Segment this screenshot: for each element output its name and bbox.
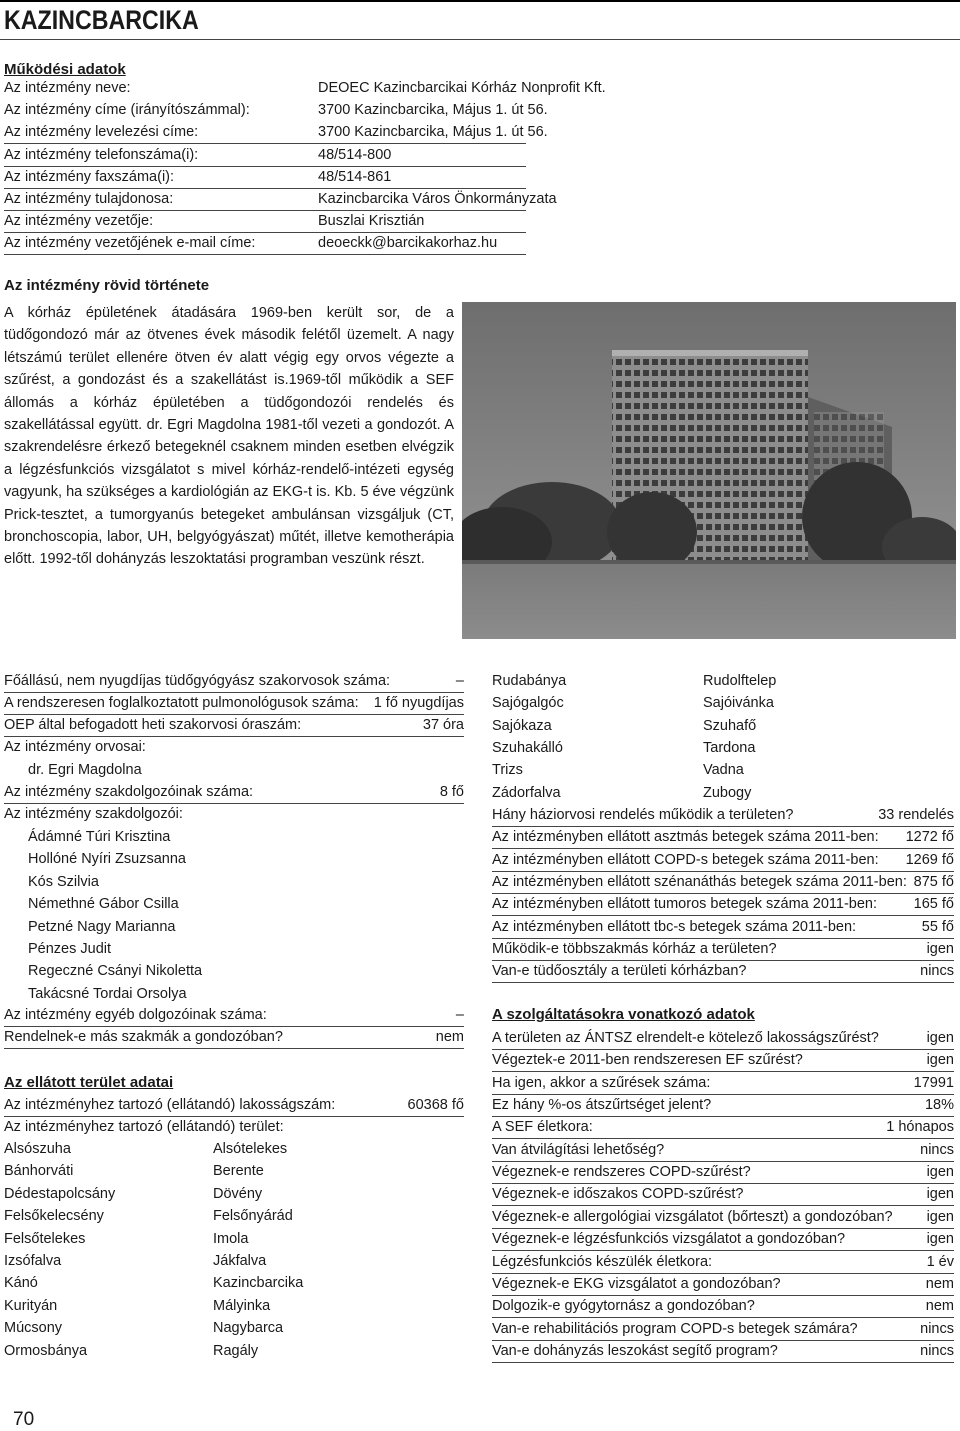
info-value: 48/514-800 [318, 147, 392, 163]
info-row [4, 189, 557, 211]
service-label: Ez hány %-os átszűrtséget jelent? [492, 1097, 712, 1114]
settlement-name: Szuhakálló [492, 739, 563, 756]
nurse-name: Kós Szilvia [28, 873, 99, 890]
settlement-name: Sajókaza [492, 717, 552, 734]
info-value: 3700 Kazincbarcika, Május 1. út 56. [318, 124, 548, 140]
history-heading: Az intézmény rövid története [4, 277, 210, 294]
service-row [492, 1074, 954, 1095]
info-value: Buszlai Krisztián [318, 213, 425, 229]
stat-row [492, 940, 954, 961]
nurse-name: Pénzes Judit [28, 941, 112, 957]
settlement-name: Szuhafő [703, 717, 757, 734]
stat-row [492, 828, 954, 849]
stat-label: Hány háziorvosi rendelés működik a területen? [492, 807, 794, 823]
stat-label: Az intézményben ellátott tumoros betegek száma 2011-ben: [492, 896, 878, 913]
service-label: Van-e rehabilitációs program COPD-s betegek számára? [492, 1320, 858, 1337]
service-label: Végeznek-e időszakos COPD-szűrést? [492, 1186, 744, 1203]
page-title: KAZINCBARCIKA [4, 5, 199, 35]
settlement-name: Kazincbarcika [213, 1275, 304, 1292]
territory-row [4, 1118, 464, 1139]
info-row [4, 100, 548, 122]
stat-label: Működik-e többszakmás kórház a területen? [492, 940, 777, 957]
service-label: Végeztek-e 2011-ben rendszeresen EF szűrést? [492, 1052, 803, 1069]
history-text: A kórház épületének átadására 1969-ben került sor, de a tüdőgondozó már az ötvenes évek második felétől üzemelt. A nagy létszámú terület ellenére ötven év alatt végig egy orvos végezte a szűrést, a gondozást és a szakellátást is.1969-től működik a SEF állomás a kórház épületében a tüdőgondozói rendelés és szakellátással együtt. dr. Egri Magdolna 1981-től vezeti a gondozót. A szakrendelésre érkező betegeknél csaknem minden esetben elvégzik a légzésfunkciós vizsgálatot s mivel kórház-rendelő-intézeti egység vagyunk, ha szükséges a kardiológián az EKG-t is. Kb. 5 éve végzünk Prick-tesztet, a tumorgyanús betegeket ambulánsan vizsgáljuk (CT, bronchoscopia, labor, UH, belgyógyászat) műtét, illetve kemotherápia előtt. 1992-től dohányzás leszoktatási programban veszünk részt. [4, 305, 454, 568]
settlement-name: Zubogy [703, 784, 752, 801]
population-row [4, 1096, 464, 1117]
settlement-name: Nagybarca [213, 1320, 284, 1337]
info-row [4, 122, 548, 144]
settlement-name: Ragály [213, 1342, 259, 1359]
service-label: Végeznek-e rendszeres COPD-szűrést? [492, 1164, 751, 1181]
service-value: igen [926, 1231, 954, 1248]
population-label: Az intézményhez tartozó (ellátandó) lakosságszám: [4, 1097, 336, 1113]
service-row [492, 1342, 954, 1363]
nurse-name: Petzné Nagy Marianna [28, 918, 176, 935]
service-label: Légzésfunkciós készülék életkora: [492, 1253, 713, 1270]
service-row [492, 1297, 954, 1318]
info-row [4, 233, 526, 255]
area-heading: Az ellátott terület adatai [4, 1074, 174, 1091]
staff-row [4, 1006, 464, 1027]
staff-label: Az intézmény szakdolgozói: [4, 806, 183, 822]
stat-row [492, 873, 954, 894]
settlement-name: Berente [213, 1163, 264, 1180]
service-value: 17991 [913, 1074, 954, 1091]
service-row [492, 1230, 954, 1251]
staff-value: nem [435, 1029, 464, 1045]
settlement-name: Dédestapolcsány [4, 1185, 116, 1202]
doctor-name: dr. Egri Magdolna [28, 762, 142, 778]
service-value: 1 év [926, 1253, 954, 1270]
service-value: igen [926, 1164, 954, 1181]
service-row [492, 1141, 954, 1162]
stat-label: Van-e tüdőosztály a területi kórházban? [492, 963, 747, 980]
stat-value: 165 fő [913, 896, 954, 913]
stat-row [492, 851, 954, 872]
service-value: 1 hónapos [886, 1119, 954, 1136]
info-label: Az intézmény faxszáma(i): [4, 169, 175, 185]
population-value: 60368 fő [407, 1097, 464, 1113]
service-label: Dolgozik-e gyógytornász a gondozóban? [492, 1298, 755, 1315]
service-value: igen [926, 1052, 954, 1069]
nurse-name: Regeczné Csányi Nikoletta [28, 963, 203, 980]
service-value: nincs [920, 1320, 954, 1337]
operational-heading: Működési adatok [4, 61, 126, 78]
stat-value: 55 fő [921, 918, 954, 935]
service-row [492, 1320, 954, 1341]
service-label: Végeznek-e EKG vizsgálatot a gondozóban? [492, 1275, 781, 1292]
stat-label: Az intézményben ellátott tbc-s betegek száma 2011-ben: [492, 918, 857, 935]
service-row [492, 1029, 954, 1050]
service-row [492, 1208, 954, 1229]
service-label: A területen az ÁNTSZ elrendelt-e kötelező lakosságszűrést? [492, 1030, 879, 1046]
nurse-name: Némethné Gábor Csilla [28, 896, 179, 913]
settlement-name: Mályinka [213, 1297, 271, 1314]
staff-label: Az intézmény szakdolgozóinak száma: [4, 784, 254, 800]
staff-value: 37 óra [422, 717, 464, 733]
service-label: A SEF életkora: [492, 1119, 593, 1136]
service-row [492, 1253, 954, 1274]
page-number: 70 [13, 1409, 35, 1430]
settlement-name: Alsótelekes [213, 1141, 288, 1157]
settlement-name: Dövény [213, 1185, 263, 1202]
info-label: Az intézmény telefonszáma(i): [4, 147, 199, 163]
nurse-name: Ádámné Túri Krisztina [28, 829, 171, 845]
settlement-name: Rudabánya [492, 673, 567, 689]
info-value: 3700 Kazincbarcika, Május 1. út 56. [318, 102, 548, 118]
service-row [492, 1275, 954, 1296]
settlement-name: Sajóivánka [703, 695, 774, 712]
info-row [4, 78, 606, 100]
settlement-name: Imola [213, 1230, 249, 1247]
settlement-name: Ormosbánya [4, 1342, 88, 1359]
service-value: igen [926, 1186, 954, 1203]
service-label: Van-e dohányzás leszokást segítő program? [492, 1342, 778, 1359]
staff-row [4, 716, 464, 737]
settlement-name: Rudolftelep [703, 673, 777, 689]
info-value: 48/514-861 [318, 169, 392, 185]
stat-row [492, 962, 954, 983]
staff-value: 1 fő nyugdíjas [373, 695, 464, 711]
settlement-name: Bánhorváti [4, 1163, 74, 1180]
stat-row [492, 918, 954, 939]
staff-value: – [455, 673, 464, 689]
service-label: Van átvilágítási lehetőség? [492, 1141, 665, 1158]
info-row [4, 145, 526, 167]
settlement-name: Felsőkelecsény [4, 1208, 104, 1225]
settlement-name: Vadna [703, 762, 744, 779]
stat-row [492, 806, 954, 827]
settlement-name: Sajógalgóc [492, 695, 564, 712]
staff-label: Rendelnek-e más szakmák a gondozóban? [4, 1029, 283, 1045]
info-label: Az intézmény levelezési címe: [4, 124, 199, 140]
info-label: Az intézmény vezetője: [4, 213, 154, 229]
stat-value: 1272 fő [905, 829, 954, 846]
settlement-name: Tardona [703, 739, 756, 756]
staff-row [4, 1028, 464, 1049]
stat-value: nincs [920, 963, 954, 980]
info-row [4, 211, 526, 233]
settlement-name: Felsőnyárád [213, 1208, 293, 1225]
hospital-building-photo [462, 302, 956, 639]
settlement-name: Felsőtelekes [4, 1230, 86, 1247]
staff-row [4, 672, 464, 693]
service-value: nincs [920, 1141, 954, 1158]
staff-label: Az intézmény egyéb dolgozóinak száma: [4, 1007, 267, 1023]
service-row [492, 1163, 954, 1184]
info-value: DEOEC Kazincbarcikai Kórház Nonprofit Kft. [318, 80, 606, 96]
service-value: nem [925, 1275, 954, 1292]
service-value: 18% [924, 1097, 954, 1114]
settlement-name: Kánó [4, 1275, 38, 1292]
settlement-name: Alsószuha [4, 1141, 71, 1157]
info-row [4, 167, 526, 189]
service-value: nem [925, 1298, 954, 1315]
service-label: Végeznek-e allergológiai vizsgálatot (bőrteszt) a gondozóban? [492, 1208, 893, 1225]
page-header [0, 0, 960, 40]
info-value: deoeckk@barcikakorhaz.hu [318, 235, 498, 251]
stat-label: Az intézményben ellátott asztmás betegek száma 2011-ben: [492, 829, 879, 846]
stat-value: 1269 fő [905, 851, 954, 868]
settlement-name: Zádorfalva [492, 784, 561, 801]
service-value: nincs [920, 1342, 954, 1359]
stat-row [492, 895, 954, 916]
stat-label: Az intézményben ellátott szénanáthás betegek száma 2011-ben: [492, 873, 907, 890]
info-label: Az intézmény tulajdonosa: [4, 191, 174, 207]
info-label: Az intézmény vezetőjének e-mail címe: [4, 235, 256, 251]
settlement-name: Trizs [492, 762, 523, 779]
service-label: Ha igen, akkor a szűrések száma: [492, 1074, 711, 1091]
stat-label: Az intézményben ellátott COPD-s betegek száma 2011-ben: [492, 851, 879, 868]
service-row [492, 1096, 954, 1117]
staff-row [4, 738, 464, 759]
nurse-name: Takácsné Tordai Orsolya [28, 985, 187, 1002]
staff-row [4, 805, 464, 826]
territory-label: Az intézményhez tartozó (ellátandó) terület: [4, 1119, 284, 1135]
staff-label: Az intézmény orvosai: [4, 739, 146, 755]
staff-value: 8 fő [439, 784, 464, 800]
service-row [492, 1185, 954, 1206]
info-value: Kazincbarcika Város Önkormányzata [318, 191, 557, 207]
settlement-name: Jákfalva [213, 1253, 267, 1269]
stat-value: 875 fő [913, 873, 954, 890]
service-value: igen [926, 1208, 954, 1225]
service-label: Végeznek-e légzésfunkciós vizsgálatot a gondozóban? [492, 1231, 846, 1248]
info-label: Az intézmény neve: [4, 80, 131, 96]
service-row [492, 1118, 954, 1139]
settlement-name: Izsófalva [4, 1253, 62, 1269]
staff-label: OEP által befogadott heti szakorvosi óraszám: [4, 717, 302, 733]
staff-label: A rendszeresen foglalkoztatott pulmonológusok száma: [4, 695, 359, 711]
service-row [492, 1051, 954, 1072]
staff-row [4, 694, 464, 715]
services-heading: A szolgáltatásokra vonatkozó adatok [492, 1006, 755, 1023]
stat-value: 33 rendelés [878, 807, 954, 823]
info-label: Az intézmény címe (irányítószámmal): [4, 102, 250, 118]
staff-value: – [455, 1007, 464, 1023]
settlement-name: Múcsony [4, 1320, 63, 1337]
staff-row [4, 783, 464, 804]
staff-label: Főállású, nem nyugdíjas tüdőgyógyász szakorvosok száma: [4, 673, 391, 689]
stat-value: igen [926, 940, 954, 957]
nurse-name: Hollóné Nyíri Zsuzsanna [28, 851, 186, 868]
service-value: igen [926, 1030, 954, 1046]
settlement-name: Kurityán [4, 1297, 58, 1314]
